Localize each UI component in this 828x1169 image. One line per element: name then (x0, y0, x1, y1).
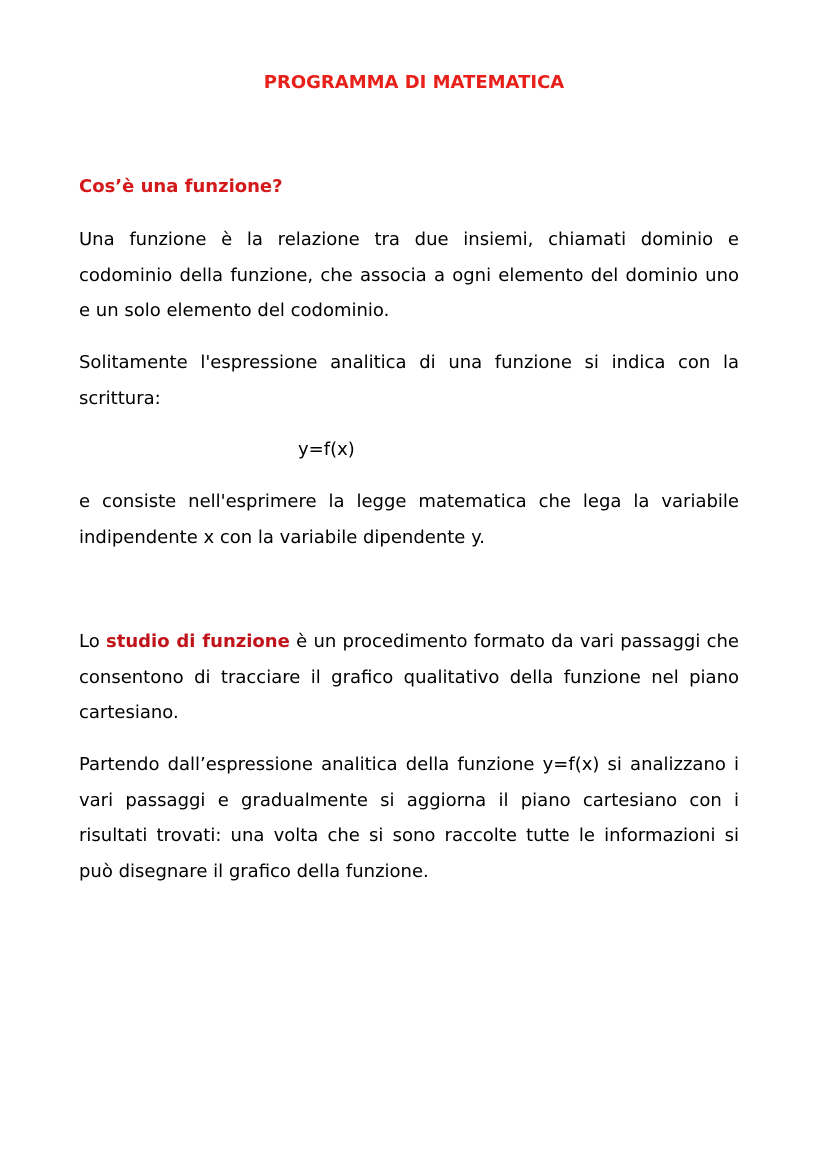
study-suffix: è un procedimento formato da vari passaggi che consentono di tracciare il grafico qualitativo della funzione nel piano cartesiano. (79, 631, 739, 723)
page-title: PROGRAMMA DI MATEMATICA (263, 72, 565, 93)
study-prefix: Lo (79, 631, 100, 652)
study-emphasis: studio di funzione (106, 631, 290, 652)
paragraph-notation: Solitamente l'espressione analitica di una funzione si indica con la scrittura: (79, 352, 739, 409)
paragraph-procedure: Partendo dall’espressione analitica della funzione y=f(x) si analizzano i vari passaggi e gradualmente si aggiorna il piano cartesiano con i risultati trovati: una volta che si sono raccolte tutte le informazioni si può disegnare il grafico della funzione. (79, 754, 739, 882)
section-heading: Cos’è una funzione? (79, 176, 283, 197)
paragraph-explanation: e consiste nell'esprimere la legge matematica che lega la variabile indipendente x con la variabile dipendente y. (79, 491, 739, 548)
paragraph-study (79, 624, 739, 731)
paragraph-definition: Una funzione è la relazione tra due insiemi, chiamati dominio e codominio della funzione, che associa a ogni elemento del dominio uno e un solo elemento del codominio. (79, 229, 739, 321)
formula: y=f(x) (298, 439, 355, 460)
